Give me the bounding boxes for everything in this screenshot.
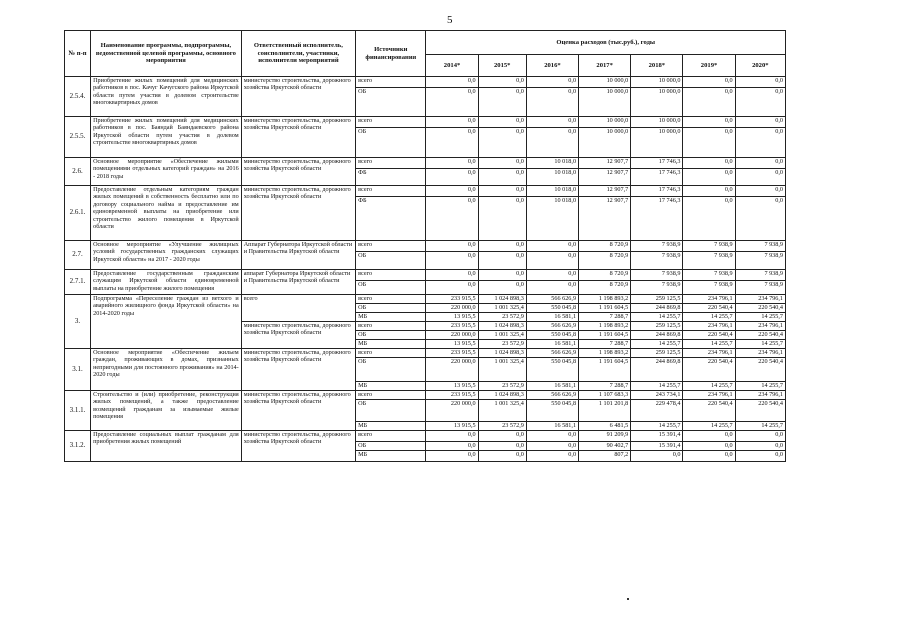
value-cell: 1 001 325,4: [478, 358, 526, 382]
value-cell: 0,0: [426, 431, 478, 442]
table-row: [65, 241, 786, 252]
executor-cell: Аппарат Губернатора Иркутской области и Правительства Иркутской области: [241, 241, 355, 270]
value-cell: 7 938,9: [735, 270, 785, 281]
value-cell: 10 018,0: [526, 169, 578, 186]
source-cell: ОБ: [356, 281, 426, 295]
value-cell: 0,0: [426, 451, 478, 462]
value-cell: 0,0: [683, 128, 735, 158]
value-cell: 7 288,7: [579, 313, 631, 322]
value-cell: 0,0: [526, 252, 578, 270]
value-cell: 13 915,5: [426, 382, 478, 391]
value-cell: 1 024 898,3: [478, 295, 526, 304]
value-cell: 0,0: [478, 270, 526, 281]
value-cell: 220 000,0: [426, 331, 478, 340]
value-cell: 0,0: [735, 431, 785, 442]
item-number: 2.6.: [65, 158, 91, 186]
value-cell: 7 938,9: [683, 252, 735, 270]
source-cell: всего: [356, 77, 426, 88]
value-cell: 259 125,5: [631, 322, 683, 331]
value-cell: 8 720,9: [579, 270, 631, 281]
value-cell: 0,0: [478, 451, 526, 462]
table-row: [65, 158, 786, 169]
value-cell: 233 915,5: [426, 391, 478, 400]
value-cell: 0,0: [526, 88, 578, 117]
source-cell: ОБ: [356, 358, 426, 382]
header-estimate: Оценка расходов (тыс.руб.), годы: [426, 31, 786, 55]
value-cell: 244 869,8: [631, 304, 683, 313]
header-year: 2018*: [631, 55, 683, 77]
source-cell: всего: [356, 295, 426, 304]
value-cell: 0,0: [478, 169, 526, 186]
value-cell: 8 720,9: [579, 241, 631, 252]
value-cell: 550 045,8: [526, 358, 578, 382]
value-cell: 8 720,9: [579, 281, 631, 295]
value-cell: 0,0: [526, 451, 578, 462]
value-cell: 1 191 604,5: [579, 304, 631, 313]
value-cell: 234 796,1: [735, 349, 785, 358]
item-name: Основное мероприятие «Обеспечение жилыми помещениями отдельных категорий граждан» на 2016 - 2018 годы: [91, 158, 242, 186]
source-cell: МБ: [356, 340, 426, 349]
value-cell: 0,0: [683, 197, 735, 241]
value-cell: 14 255,7: [631, 382, 683, 391]
item-name: Предоставление социальных выплат гражданам для приобретения жилых помещений: [91, 431, 242, 462]
table-row: [65, 270, 786, 281]
source-cell: ОБ: [356, 88, 426, 117]
value-cell: 220 540,4: [735, 400, 785, 422]
value-cell: 1 024 898,3: [478, 349, 526, 358]
value-cell: 7 938,9: [735, 281, 785, 295]
value-cell: 7 938,9: [631, 241, 683, 252]
value-cell: 0,0: [526, 431, 578, 442]
executor-cell: министерство строительства, дорожного хозяйства Иркутской области: [241, 186, 355, 241]
value-cell: 0,0: [426, 241, 478, 252]
value-cell: 0,0: [478, 128, 526, 158]
source-cell: МБ: [356, 313, 426, 322]
header-num: № п-п: [65, 31, 91, 77]
value-cell: 0,0: [526, 281, 578, 295]
value-cell: 0,0: [683, 442, 735, 451]
value-cell: 0,0: [426, 442, 478, 451]
value-cell: 0,0: [683, 77, 735, 88]
item-number: 2.6.1.: [65, 186, 91, 241]
value-cell: 0,0: [683, 431, 735, 442]
value-cell: 234 796,1: [735, 391, 785, 400]
value-cell: 0,0: [735, 117, 785, 128]
value-cell: 6 481,5: [579, 422, 631, 431]
value-cell: 0,0: [683, 158, 735, 169]
table-row: [65, 391, 786, 400]
value-cell: 0,0: [478, 117, 526, 128]
value-cell: 13 915,5: [426, 340, 478, 349]
value-cell: 0,0: [426, 117, 478, 128]
value-cell: 220 000,0: [426, 400, 478, 422]
value-cell: 1 191 604,5: [579, 331, 631, 340]
value-cell: 12 907,7: [579, 186, 631, 197]
source-cell: всего: [356, 349, 426, 358]
value-cell: 13 915,5: [426, 313, 478, 322]
header-year: 2019*: [683, 55, 735, 77]
value-cell: 10 000,0: [579, 77, 631, 88]
value-cell: 10 000,0: [579, 117, 631, 128]
value-cell: 229 478,4: [631, 400, 683, 422]
value-cell: 16 581,1: [526, 340, 578, 349]
value-cell: 0,0: [526, 77, 578, 88]
value-cell: 10 000,0: [631, 128, 683, 158]
value-cell: 234 796,1: [683, 349, 735, 358]
value-cell: 0,0: [683, 451, 735, 462]
value-cell: 10 018,0: [526, 186, 578, 197]
value-cell: 17 746,3: [631, 186, 683, 197]
source-cell: всего: [356, 117, 426, 128]
value-cell: 234 796,1: [735, 322, 785, 331]
value-cell: 15 391,4: [631, 431, 683, 442]
value-cell: 234 796,1: [683, 322, 735, 331]
value-cell: 0,0: [735, 158, 785, 169]
value-cell: 10 000,0: [579, 88, 631, 117]
header-year: 2017*: [579, 55, 631, 77]
value-cell: 259 125,5: [631, 349, 683, 358]
source-cell: всего: [356, 158, 426, 169]
header-year: 2016*: [526, 55, 578, 77]
value-cell: 0,0: [735, 451, 785, 462]
value-cell: 0,0: [426, 169, 478, 186]
item-name: Предоставление государственным гражданским служащим Иркутской области единовременной выплаты на приобретение жилого помещения: [91, 270, 242, 295]
value-cell: 7 938,9: [683, 241, 735, 252]
value-cell: 0,0: [683, 169, 735, 186]
value-cell: 16 581,1: [526, 382, 578, 391]
table-row: [65, 431, 786, 442]
value-cell: 7 938,9: [631, 281, 683, 295]
value-cell: 17 746,3: [631, 158, 683, 169]
value-cell: 10 000,0: [579, 128, 631, 158]
value-cell: 566 626,9: [526, 349, 578, 358]
executor-cell: министерство строительства, дорожного хозяйства Иркутской области: [241, 431, 355, 462]
value-cell: 220 540,4: [683, 331, 735, 340]
source-cell: ОБ: [356, 252, 426, 270]
value-cell: 566 626,9: [526, 391, 578, 400]
item-name: Приобретение жилых помещений для медицинских работников в пос. Качуг Качугского района Иркутской области путем участия в долевом строительстве многоквартирных домов: [91, 77, 242, 117]
executor-cell: аппарат Губернатора Иркутской области и Правительства Иркутской области: [241, 270, 355, 295]
value-cell: 244 869,8: [631, 358, 683, 382]
value-cell: 7 938,9: [631, 252, 683, 270]
value-cell: 259 125,5: [631, 295, 683, 304]
table-row: [65, 77, 786, 88]
value-cell: 1 001 325,4: [478, 304, 526, 313]
stray-mark: [627, 598, 629, 600]
value-cell: 0,0: [426, 77, 478, 88]
item-name: Строительство и (или) приобретение, реконструкция жилых помещений, а также предоставление возмещений гражданам за изымаемые жилые помещения: [91, 391, 242, 431]
value-cell: 12 907,7: [579, 169, 631, 186]
value-cell: 14 255,7: [683, 313, 735, 322]
value-cell: 7 288,7: [579, 382, 631, 391]
value-cell: 1 107 683,3: [579, 391, 631, 400]
item-name: Приобретение жилых помещений для медицинских работников в пос. Баяндай Баяндаевского района Иркутской области путем участия в долевом строительстве многоквартирных домов: [91, 117, 242, 158]
value-cell: 0,0: [426, 252, 478, 270]
item-number: 3.1.2.: [65, 431, 91, 462]
value-cell: 0,0: [478, 252, 526, 270]
value-cell: 0,0: [526, 442, 578, 451]
source-cell: ФБ: [356, 197, 426, 241]
item-number: 2.7.1.: [65, 270, 91, 295]
value-cell: 1 191 604,5: [579, 358, 631, 382]
value-cell: 10 000,0: [631, 117, 683, 128]
item-name: Основное мероприятие «Улучшение жилищных условий государственных гражданских служащих Иркутской области» на 2017 - 2020 годы: [91, 241, 242, 270]
value-cell: 7 938,9: [683, 270, 735, 281]
item-number: 2.7.: [65, 241, 91, 270]
value-cell: 16 581,1: [526, 422, 578, 431]
table-row: [65, 117, 786, 128]
value-cell: 14 255,7: [631, 340, 683, 349]
value-cell: 7 938,9: [631, 270, 683, 281]
page-number: 5: [447, 14, 453, 26]
source-cell: ОБ: [356, 331, 426, 340]
value-cell: 23 572,9: [478, 313, 526, 322]
value-cell: 0,0: [478, 186, 526, 197]
value-cell: 13 915,5: [426, 422, 478, 431]
header-executor: Ответственный исполнитель, соисполнители, участники, исполнители мероприятий: [241, 31, 355, 77]
value-cell: 0,0: [735, 169, 785, 186]
value-cell: 14 255,7: [735, 422, 785, 431]
value-cell: 0,0: [426, 270, 478, 281]
source-cell: ОБ: [356, 400, 426, 422]
value-cell: 0,0: [478, 442, 526, 451]
value-cell: 0,0: [631, 451, 683, 462]
value-cell: 0,0: [735, 88, 785, 117]
value-cell: 10 018,0: [526, 197, 578, 241]
executor-cell: министерство строительства, дорожного хозяйства Иркутской области: [241, 117, 355, 158]
value-cell: 0,0: [478, 281, 526, 295]
value-cell: 17 746,3: [631, 169, 683, 186]
value-cell: 550 045,8: [526, 304, 578, 313]
value-cell: 550 045,8: [526, 400, 578, 422]
value-cell: 0,0: [526, 241, 578, 252]
executor-cell: министерство строительства, дорожного хозяйства Иркутской области: [241, 77, 355, 117]
value-cell: 8 720,9: [579, 252, 631, 270]
value-cell: 14 255,7: [631, 313, 683, 322]
value-cell: 23 572,9: [478, 382, 526, 391]
value-cell: 807,2: [579, 451, 631, 462]
value-cell: 0,0: [683, 186, 735, 197]
executor-cell: министерство строительства, дорожного хозяйства Иркутской области: [241, 349, 355, 391]
value-cell: 0,0: [735, 77, 785, 88]
executor-cell: министерство строительства, дорожного хозяйства Иркутской области: [241, 391, 355, 431]
value-cell: 1 024 898,3: [478, 391, 526, 400]
executor-cell: всего: [241, 295, 355, 322]
value-cell: 233 915,5: [426, 295, 478, 304]
header-program: Наименование программы, подпрограммы, ведомственной целевой программы, основного мероприятия: [91, 31, 242, 77]
value-cell: 220 540,4: [735, 358, 785, 382]
source-cell: всего: [356, 431, 426, 442]
value-cell: 0,0: [478, 431, 526, 442]
table-row: [65, 349, 786, 358]
value-cell: 0,0: [426, 281, 478, 295]
value-cell: 15 391,4: [631, 442, 683, 451]
value-cell: 14 255,7: [683, 340, 735, 349]
value-cell: 234 796,1: [735, 295, 785, 304]
value-cell: 0,0: [426, 186, 478, 197]
value-cell: 1 001 325,4: [478, 400, 526, 422]
value-cell: 1 198 893,2: [579, 295, 631, 304]
value-cell: 0,0: [478, 197, 526, 241]
value-cell: 566 626,9: [526, 322, 578, 331]
value-cell: 220 540,4: [683, 400, 735, 422]
executor-cell: министерство строительства, дорожного хозяйства Иркутской области: [241, 158, 355, 186]
value-cell: 23 572,9: [478, 340, 526, 349]
value-cell: 233 915,5: [426, 349, 478, 358]
item-number: 2.5.4.: [65, 77, 91, 117]
value-cell: 220 000,0: [426, 304, 478, 313]
value-cell: 220 540,4: [735, 331, 785, 340]
value-cell: 12 907,7: [579, 197, 631, 241]
value-cell: 0,0: [426, 197, 478, 241]
value-cell: 90 402,7: [579, 442, 631, 451]
value-cell: 0,0: [735, 442, 785, 451]
value-cell: 0,0: [735, 186, 785, 197]
header-year: 2020*: [735, 55, 785, 77]
value-cell: 0,0: [526, 117, 578, 128]
value-cell: 243 734,1: [631, 391, 683, 400]
value-cell: 0,0: [735, 197, 785, 241]
value-cell: 7 938,9: [683, 281, 735, 295]
value-cell: 0,0: [526, 128, 578, 158]
value-cell: 14 255,7: [735, 340, 785, 349]
source-cell: ОБ: [356, 442, 426, 451]
value-cell: 1 101 201,8: [579, 400, 631, 422]
value-cell: 7 288,7: [579, 340, 631, 349]
value-cell: 14 255,7: [631, 422, 683, 431]
funding-table: [64, 30, 786, 462]
item-number: 2.5.5.: [65, 117, 91, 158]
value-cell: 220 000,0: [426, 358, 478, 382]
value-cell: 14 255,7: [735, 382, 785, 391]
item-number: 3.1.: [65, 349, 91, 391]
value-cell: 0,0: [478, 88, 526, 117]
item-name: Основное мероприятие «Обеспечение жильем граждан, проживающих в домах, признанных непригодными для постоянного проживания» на 2014-2020 годы: [91, 349, 242, 391]
value-cell: 0,0: [683, 117, 735, 128]
value-cell: 14 255,7: [735, 313, 785, 322]
source-cell: МБ: [356, 422, 426, 431]
source-cell: ФБ: [356, 169, 426, 186]
value-cell: 220 540,4: [683, 304, 735, 313]
executor-cell: министерство строительства, дорожного хозяйства Иркутской области: [241, 322, 355, 349]
source-cell: всего: [356, 322, 426, 331]
value-cell: 91 209,9: [579, 431, 631, 442]
value-cell: 0,0: [478, 158, 526, 169]
source-cell: ОБ: [356, 128, 426, 158]
header-year: 2015*: [478, 55, 526, 77]
value-cell: 0,0: [478, 77, 526, 88]
value-cell: 0,0: [426, 88, 478, 117]
value-cell: 7 938,9: [735, 252, 785, 270]
value-cell: 1 001 325,4: [478, 331, 526, 340]
value-cell: 220 540,4: [735, 304, 785, 313]
source-cell: МБ: [356, 451, 426, 462]
value-cell: 10 000,0: [631, 88, 683, 117]
value-cell: 0,0: [735, 128, 785, 158]
value-cell: 0,0: [426, 158, 478, 169]
value-cell: 1 198 893,2: [579, 322, 631, 331]
source-cell: всего: [356, 186, 426, 197]
source-cell: всего: [356, 391, 426, 400]
value-cell: 234 796,1: [683, 295, 735, 304]
value-cell: 12 907,7: [579, 158, 631, 169]
item-name: Подпрограмма «Переселение граждан из ветхого и аварийного жилищного фонда Иркутской области» на 2014-2020 годы: [91, 295, 242, 349]
header-sources: Источники финансирования: [356, 31, 426, 77]
value-cell: 244 869,8: [631, 331, 683, 340]
source-cell: МБ: [356, 382, 426, 391]
value-cell: 1 024 898,3: [478, 322, 526, 331]
value-cell: 23 572,9: [478, 422, 526, 431]
item-name: Предоставление отдельным категориям граждан жилых помещений в собственность бесплатно или по договору социального найма и предоставление им единовременной выплаты на приобретение или строительство жилого помещения в Иркутской области: [91, 186, 242, 241]
source-cell: ОБ: [356, 304, 426, 313]
table-row: [65, 186, 786, 197]
source-cell: всего: [356, 270, 426, 281]
value-cell: 1 198 893,2: [579, 349, 631, 358]
header-year: 2014*: [426, 55, 478, 77]
value-cell: 0,0: [683, 88, 735, 117]
value-cell: 17 746,3: [631, 197, 683, 241]
value-cell: 0,0: [478, 241, 526, 252]
value-cell: 10 018,0: [526, 158, 578, 169]
value-cell: 14 255,7: [683, 382, 735, 391]
value-cell: 566 626,9: [526, 295, 578, 304]
item-number: 3.: [65, 295, 91, 349]
value-cell: 16 581,1: [526, 313, 578, 322]
value-cell: 550 045,8: [526, 331, 578, 340]
value-cell: 10 000,0: [631, 77, 683, 88]
value-cell: 233 915,5: [426, 322, 478, 331]
value-cell: 14 255,7: [683, 422, 735, 431]
value-cell: 220 540,4: [683, 358, 735, 382]
value-cell: 0,0: [426, 128, 478, 158]
source-cell: всего: [356, 241, 426, 252]
value-cell: 234 796,1: [683, 391, 735, 400]
item-number: 3.1.1.: [65, 391, 91, 431]
value-cell: 7 938,9: [735, 241, 785, 252]
table-row: [65, 295, 786, 304]
value-cell: 0,0: [526, 270, 578, 281]
